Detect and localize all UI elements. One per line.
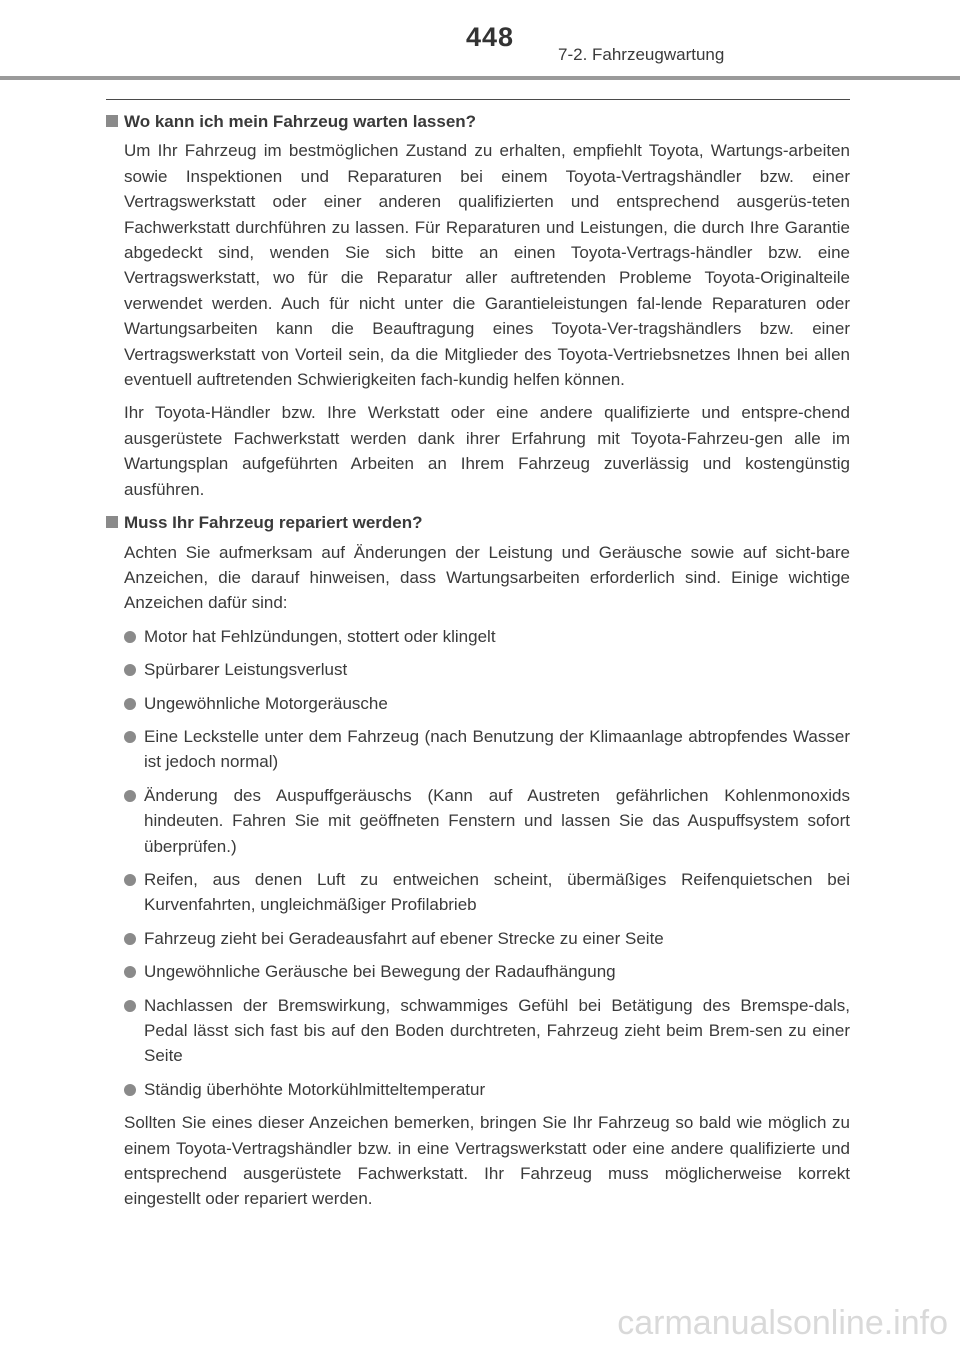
circle-bullet-icon <box>124 1000 136 1012</box>
top-rule <box>106 99 850 100</box>
list-item-text: Ständig überhöhte Motorkühlmitteltemperatur <box>144 1079 486 1099</box>
list-item <box>106 691 850 716</box>
paragraph: Um Ihr Fahrzeug im bestmöglichen Zustand zu erhalten, empfiehlt Toyota, Wartungs-arbeiten sowie Inspektionen und Reparaturen bei einem Toyota-Vertragshändler bzw. einer Vertragswerkstatt oder einer anderen qualifizierten und entsprechend ausgerüs-teten Fachwerkstatt durchführen zu lassen. Für Reparaturen und Leistungen, die durch Ihre Garantie abgedeckt sind, wenden Sie sich bitte an einen Toyota-Vertrags-händler bzw. eine Vertragswerkstatt, wo für die Reparatur aller auftretenden Probleme Toyota-Originalteile verwendet werden. Auch für nicht unter die Garantieleistungen fal-lende Reparaturen oder Wartungsarbeiten kann die Beauftragung eines Toyota-Ver-tragshändlers bzw. einer Vertragswerkstatt von Vorteil sein, da die Mitglieder des Toyota-Vertriebsnetzes Ihnen bei allen eventuell auftretenden Schwierigkeiten fach-kundig helfen können. <box>124 141 850 390</box>
section-heading-text: Wo kann ich mein Fahrzeug warten lassen? <box>124 112 477 131</box>
circle-bullet-icon <box>124 664 136 676</box>
circle-bullet-icon <box>124 966 136 978</box>
header-bar <box>0 76 960 80</box>
circle-bullet-icon <box>124 874 136 886</box>
section-title: 7-2. Fahrzeugwartung <box>558 45 725 64</box>
square-bullet-icon <box>106 516 118 528</box>
list-item-text: Nachlassen der Bremswirkung, schwammiges Gefühl bei Betätigung des Bremspe-dals, Pedal lässt sich fast bis auf den Boden durchtreten, Fahrzeug zieht beim Brem-sen zu einer Seite <box>144 995 850 1066</box>
list-item <box>106 657 850 682</box>
circle-bullet-icon <box>124 731 136 743</box>
list-item <box>106 783 850 859</box>
list-item <box>106 724 850 775</box>
list-item-text: Ungewöhnliche Geräusche bei Bewegung der Radaufhängung <box>144 962 616 982</box>
watermark: carmanualsonline.info <box>617 1304 948 1342</box>
list-item-text: Änderung des Auspuffgeräuschs (Kann auf Austreten gefährlichen Kohlenmonoxids hindeuten. Fahren Sie mit geöffneten Fenstern und lassen Sie das Auspuffsystem sofort überprüfen.) <box>144 785 850 856</box>
paragraph: Achten Sie aufmerksam auf Änderungen der Leistung und Geräusche sowie auf sicht-bare Anzeichen, die darauf hinweisen, dass Wartungsarbeiten erforderlich sind. Einige wichtige Anzeichen dafür sind: <box>124 542 850 613</box>
circle-bullet-icon <box>124 1084 136 1096</box>
list-item-text: Ungewöhnliche Motorgeräusche <box>144 693 388 713</box>
list-item <box>106 867 850 918</box>
list-item <box>106 959 850 984</box>
circle-bullet-icon <box>124 698 136 710</box>
section-heading-maintenance <box>106 109 850 134</box>
circle-bullet-icon <box>124 933 136 945</box>
square-bullet-icon <box>106 115 118 127</box>
list-item-text: Fahrzeug zieht bei Geradeausfahrt auf ebener Strecke zu einer Seite <box>144 928 664 948</box>
page-content <box>106 109 850 1220</box>
list-item <box>106 624 850 649</box>
list-item <box>106 1077 850 1102</box>
paragraph: Ihr Toyota-Händler bzw. Ihre Werkstatt oder eine andere qualifizierte und entspre-chend ausgerüstete Fachwerkstatt werden dank ihrer Erfahrung mit Toyota-Fahrzeu-gen alle im Wartungsplan aufgeführten Arbeiten an Ihrem Fahrzeug zuverlässig und kostengünstig ausführen. <box>124 403 850 499</box>
paragraph: Sollten Sie eines dieser Anzeichen bemerken, bringen Sie Ihr Fahrzeug so bald wie möglich zu einem Toyota-Vertragshändler bzw. in eine Vertragswerkstatt oder eine andere qualifizierte und entsprechend ausgerüstete Fachwerkstatt. Ihr Fahrzeug muss möglicherweise korrekt eingestellt oder repariert werden. <box>124 1113 850 1209</box>
list-item-text: Spürbarer Leistungsverlust <box>144 660 348 680</box>
section-heading-text: Muss Ihr Fahrzeug repariert werden? <box>124 513 423 533</box>
page-header <box>0 0 960 80</box>
circle-bullet-icon <box>124 631 136 643</box>
list-item-text: Motor hat Fehlzündungen, stottert oder klingelt <box>144 626 496 646</box>
list-item <box>106 926 850 951</box>
list-item-text: Eine Leckstelle unter dem Fahrzeug (nach Benutzung der Klimaanlage abtropfendes Wasser ist jedoch normal) <box>144 726 850 772</box>
page-number: 448 <box>466 22 515 52</box>
list-item-text: Reifen, aus denen Luft zu entweichen scheint, übermäßiges Reifenquietschen bei Kurvenfahrten, ungleichmäßiger Profilabrieb <box>144 869 850 915</box>
section-heading-repair <box>106 510 850 535</box>
list-item <box>106 993 850 1069</box>
circle-bullet-icon <box>124 790 136 802</box>
